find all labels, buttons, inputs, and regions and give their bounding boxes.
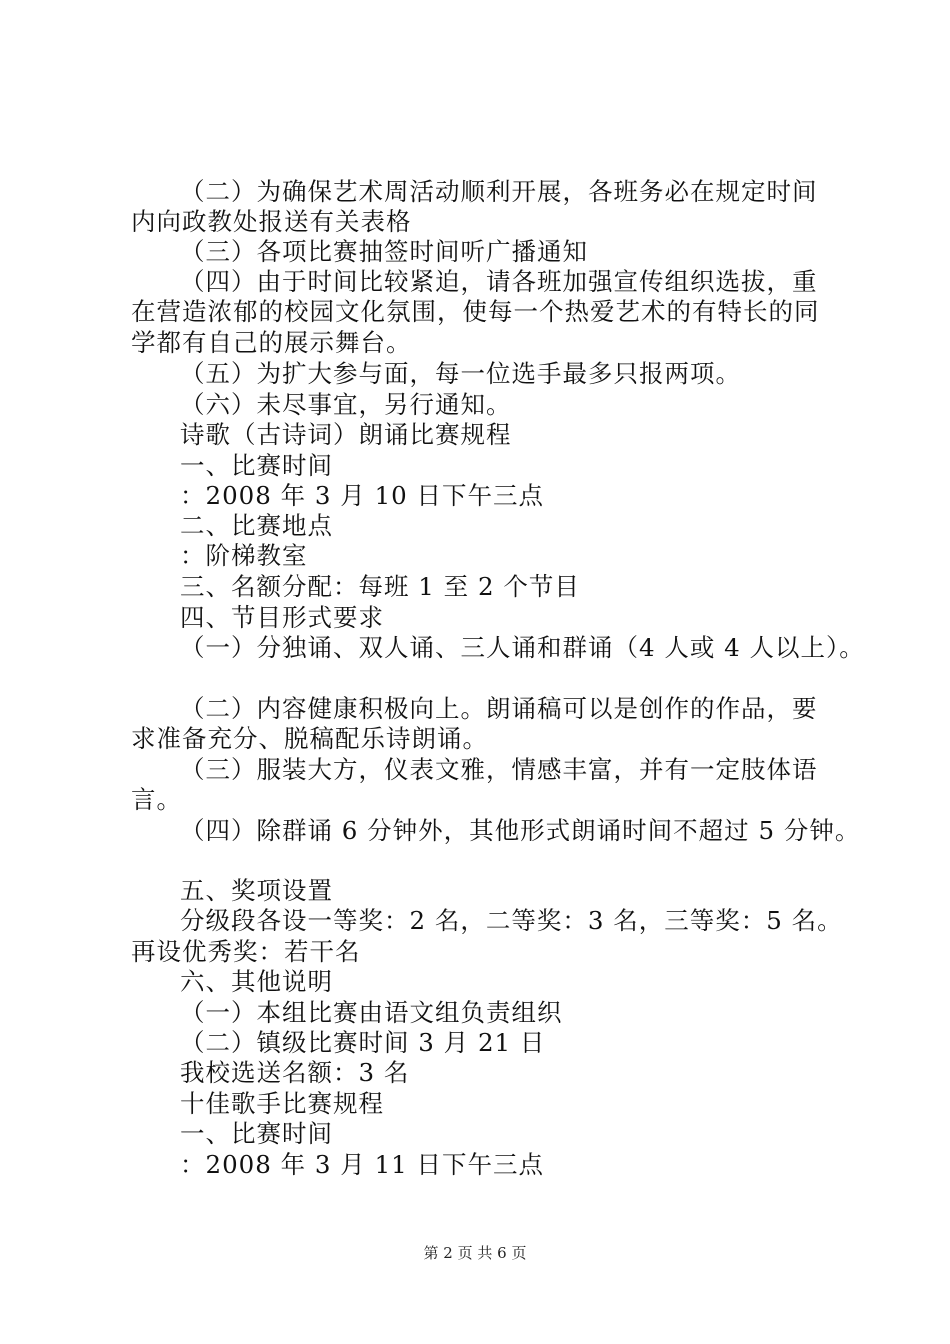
text-line: （二）镇级比赛时间 3 月 21 日 — [180, 1028, 546, 1057]
text-line: （三）各项比赛抽签时间听广播通知 — [180, 237, 588, 266]
text-line: ：阶梯教室 — [180, 541, 308, 570]
text-line: 分级段各设一等奖：2 名，二等奖：3 名，三等奖：5 名。 — [180, 906, 843, 935]
text-line: 内向政教处报送有关表格 — [131, 207, 412, 236]
text-line: 言。 — [131, 785, 182, 814]
text-line: ：2008 年 3 月 10 日下午三点 — [180, 481, 545, 510]
text-line: 二、比赛地点 — [180, 511, 333, 540]
text-line: 求准备充分、脱稿配乐诗朗诵。 — [131, 724, 488, 753]
text-line: （五）为扩大参与面，每一位选手最多只报两项。 — [180, 359, 741, 388]
text-line: （一）本组比赛由语文组负责组织 — [180, 998, 563, 1027]
text-line: （三）服装大方，仪表文雅，情感丰富，并有一定肢体语 — [180, 755, 818, 784]
text-line: 我校选送名额：3 名 — [180, 1058, 410, 1087]
text-line: 一、比赛时间 — [180, 451, 333, 480]
text-line: 再设优秀奖：若干名 — [131, 937, 361, 966]
text-line: （一）分独诵、双人诵、三人诵和群诵（4 人或 4 人以上）。 — [180, 633, 865, 662]
text-line: （四）除群诵 6 分钟外，其他形式朗诵时间不超过 5 分钟。 — [180, 816, 861, 845]
text-line: 四、节目形式要求 — [180, 603, 384, 632]
text-line: （四）由于时间比较紧迫，请各班加强宣传组织选拔，重 — [180, 267, 818, 296]
text-line: 三、名额分配：每班 1 至 2 个节目 — [180, 572, 580, 601]
section-heading: 诗歌（古诗词）朗诵比赛规程 — [180, 420, 512, 449]
text-line: （二）内容健康积极向上。朗诵稿可以是创作的作品，要 — [180, 694, 818, 723]
section-heading: 十佳歌手比赛规程 — [180, 1089, 384, 1118]
text-line: 学都有自己的展示舞台。 — [131, 328, 412, 357]
page-footer: 第 2 页 共 6 页 — [423, 1244, 527, 1262]
text-line: 五、奖项设置 — [180, 876, 333, 905]
text-line: 一、比赛时间 — [180, 1119, 333, 1148]
text-line: ：2008 年 3 月 11 日下午三点 — [180, 1150, 545, 1179]
text-line: 六、其他说明 — [180, 967, 333, 996]
text-line: （六）未尽事宜，另行通知。 — [180, 390, 512, 419]
text-line: （二）为确保艺术周活动顺利开展，各班务必在规定时间 — [180, 177, 818, 206]
text-line: 在营造浓郁的校园文化氛围，使每一个热爱艺术的有特长的同 — [131, 297, 820, 326]
